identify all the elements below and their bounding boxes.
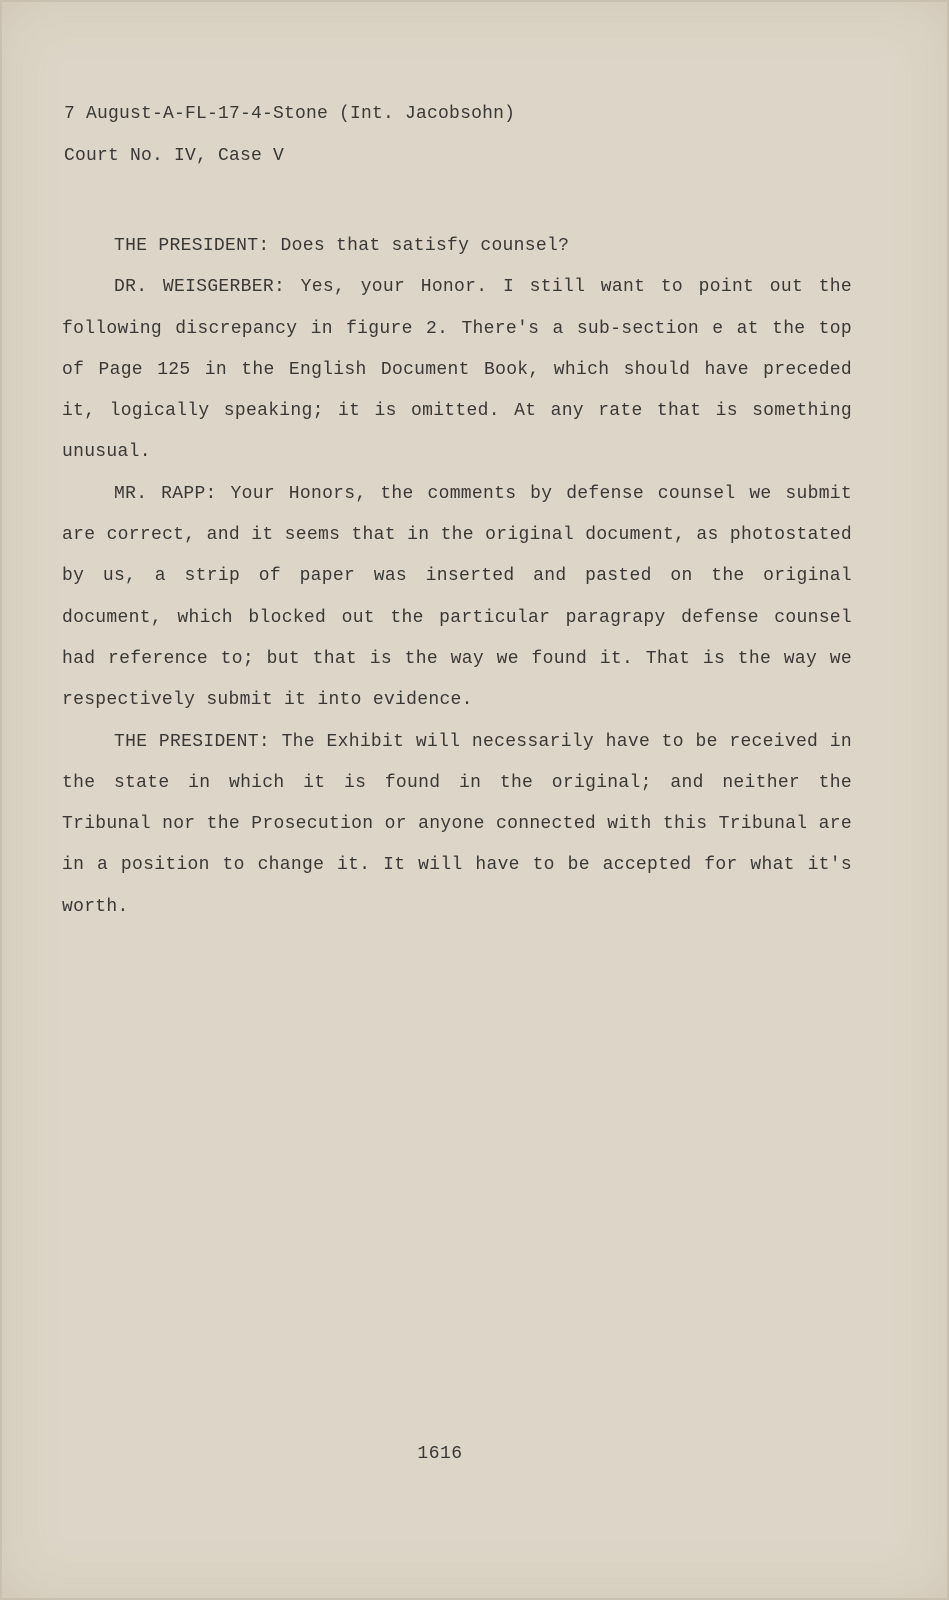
transcript-body <box>62 226 852 928</box>
transcript-paragraph: THE PRESIDENT: The Exhibit will necessarily have to be received in the state in which it is found in the original; and neither the Tribunal nor the Prosecution or anyone connected with this Tribunal are in a position to change it. It will have to be accepted for what it's worth. <box>62 731 852 917</box>
transcript-paragraph: MR. RAPP: Your Honors, the comments by defense counsel we submit are correct, and it seems that in the original document, as photostated by us, a strip of paper was inserted and pasted on the original document, which blocked out the particular paragrapy defense counsel had reference to; but that is the way we found it. That is the way we respectively submit it into evidence. <box>62 483 852 711</box>
page-number: 1616 <box>417 1444 463 1464</box>
session-header: 7 August-A-FL-17-4-Stone (Int. Jacobsohn) <box>64 104 516 124</box>
court-case-header: Court No. IV, Case V <box>64 146 285 166</box>
transcript-paragraph: THE PRESIDENT: Does that satisfy counsel? <box>114 236 570 256</box>
transcript-paragraph: DR. WEISGERBER: Yes, your Honor. I still want to point out the following discrepancy in figure 2. There's a sub-section e at the top of Page 125 in the English Document Book, which should have preceded it, logically speaking; it is omitted. At any rate that is something unusual. <box>62 277 852 463</box>
